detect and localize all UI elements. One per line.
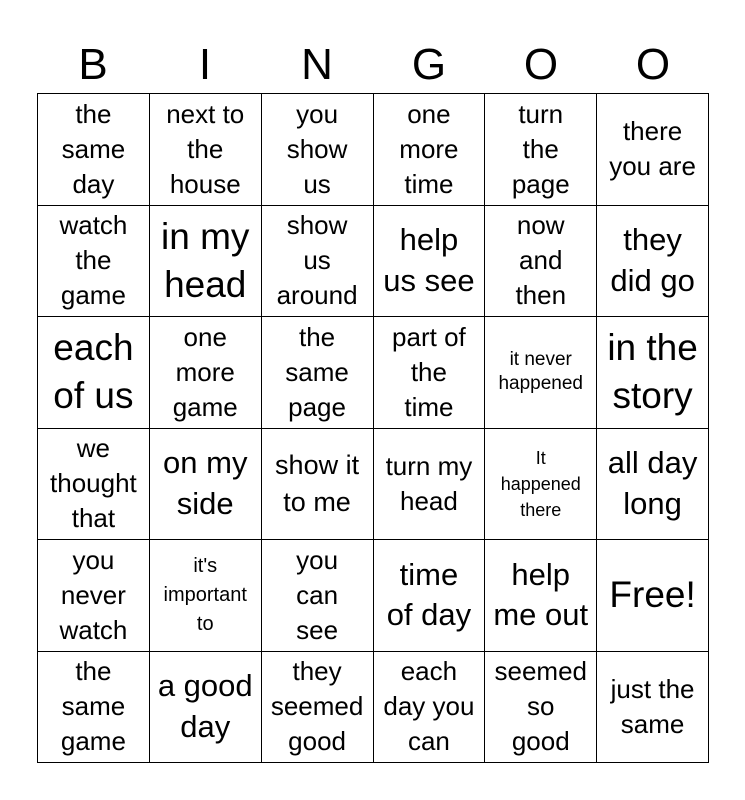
cell-text: they did go — [610, 222, 695, 298]
bingo-cell[interactable] — [485, 317, 597, 429]
cell-text: seemed so good — [494, 656, 587, 757]
cell-text: each day you can — [383, 656, 475, 757]
bingo-cell[interactable] — [374, 540, 486, 652]
bingo-cell[interactable] — [374, 317, 486, 429]
bingo-cell[interactable] — [485, 652, 597, 764]
cell-text: Free! — [609, 574, 696, 616]
bingo-cell-free[interactable] — [597, 540, 709, 652]
header-letter-n: N — [301, 40, 333, 89]
cell-text: one more game — [172, 321, 238, 422]
bingo-cell[interactable] — [374, 429, 486, 541]
cell-text: you never watch — [59, 544, 128, 645]
cell-text: just the same — [610, 673, 695, 739]
bingo-cell[interactable] — [262, 94, 374, 206]
header-letter-i: I — [198, 40, 212, 89]
cell-text: a good day — [157, 668, 253, 744]
header-letter-o-2: O — [635, 40, 671, 89]
cell-text: you can see — [296, 544, 339, 645]
bingo-cell[interactable] — [262, 652, 374, 764]
cell-text: it's important to — [163, 554, 247, 635]
cell-text: show us around — [276, 210, 358, 311]
cell-text: you show us — [286, 98, 348, 199]
bingo-cell[interactable] — [485, 206, 597, 318]
cell-text: part of the time — [392, 321, 466, 422]
cell-text: help me out — [493, 556, 589, 633]
header-letter-b: B — [78, 40, 108, 89]
bingo-cell[interactable] — [150, 540, 262, 652]
bingo-cell[interactable] — [262, 429, 374, 541]
cell-text: help us see — [383, 222, 475, 298]
bingo-cell[interactable] — [485, 94, 597, 206]
bingo-cell[interactable] — [485, 429, 597, 541]
bingo-cell[interactable] — [38, 652, 150, 764]
cell-text: time of day — [386, 556, 472, 633]
bingo-cell[interactable] — [597, 429, 709, 541]
bingo-cell[interactable] — [262, 206, 374, 318]
cell-text: the same game — [60, 656, 126, 757]
bingo-cell[interactable] — [374, 94, 486, 206]
bingo-cell[interactable] — [597, 206, 709, 318]
bingo-cell[interactable] — [150, 94, 262, 206]
cell-text: show it to me — [275, 450, 360, 517]
cell-text: one more time — [399, 98, 459, 199]
cell-text: there you are — [609, 116, 696, 182]
bingo-cell[interactable] — [262, 317, 374, 429]
bingo-cell[interactable] — [38, 94, 150, 206]
cell-text: next to the house — [166, 98, 245, 199]
bingo-cell[interactable] — [374, 652, 486, 764]
bingo-cell[interactable] — [38, 429, 150, 541]
bingo-cell[interactable] — [150, 206, 262, 318]
cell-text: turn my head — [385, 450, 473, 516]
cell-text: in my head — [161, 215, 250, 305]
cell-text: we thought that — [50, 433, 137, 534]
bingo-cell[interactable] — [262, 540, 374, 652]
bingo-header — [37, 36, 709, 94]
bingo-board — [37, 93, 709, 763]
cell-text: It happened there — [500, 447, 581, 520]
bingo-cell[interactable] — [150, 317, 262, 429]
bingo-cell[interactable] — [150, 652, 262, 764]
bingo-cell[interactable] — [597, 317, 709, 429]
bingo-cell[interactable] — [38, 540, 150, 652]
bingo-cell[interactable] — [374, 206, 486, 318]
bingo-cell[interactable] — [38, 317, 150, 429]
cell-text: on my side — [163, 445, 248, 521]
cell-text: it never happened — [498, 348, 584, 395]
cell-text: all day long — [607, 445, 698, 521]
cell-text: they seemed good — [270, 656, 364, 757]
bingo-cell[interactable] — [597, 652, 709, 764]
cell-text: in the story — [607, 327, 698, 417]
bingo-cell[interactable] — [150, 429, 262, 541]
cell-text: the same page — [285, 321, 349, 422]
cell-text: watch the game — [59, 210, 128, 311]
cell-text: the same day — [61, 98, 126, 199]
header-letter-g: G — [411, 40, 447, 89]
bingo-cell[interactable] — [485, 540, 597, 652]
cell-text: now and then — [515, 210, 567, 311]
cell-text: turn the page — [511, 98, 570, 199]
bingo-cell[interactable] — [597, 94, 709, 206]
header-letter-o: O — [523, 40, 559, 89]
bingo-cell[interactable] — [38, 206, 150, 318]
cell-text: each of us — [53, 327, 134, 417]
